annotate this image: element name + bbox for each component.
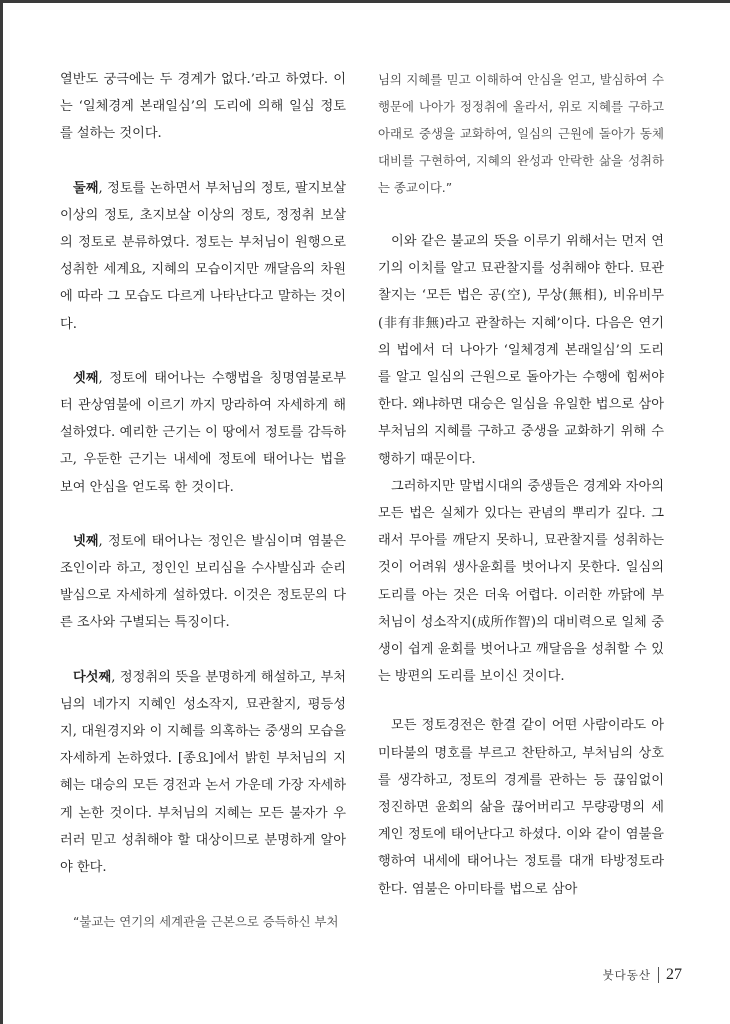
paragraph-label: 둘째 [73, 180, 99, 196]
paragraph-label: 셋째 [73, 370, 99, 386]
paragraph-label: 다섯째 [73, 669, 112, 685]
page-border-left [0, 0, 3, 1024]
paragraph: 모든 정토경전은 한결 같이 어떤 사람이라도 아미타불의 명호를 부르고 찬탄하고, 부처님의 상호를 생각하고, 정토의 경계를 관하는 등 끊임없이 정진하면 윤회의 삶을 끊어버리고 무량광명의 세계인 정토에 태어난다고 하셨다. 이와 같이 염불을 행하여 내세에 태어나는 정토를 대개 타방정토라 한다. 염불은 아미타를 법으로 삼아 [378, 718, 664, 897]
paragraph: 이와 같은 불교의 뜻을 이루기 위해서는 먼저 연기의 이치를 알고 묘관찰지를 성취해야 한다. 묘관찰지는 ‘모든 법은 공(空), 무상(無相), 비유비무(非有非無)라고 관찰하는 지혜’이다. 다음은 연기의 법에서 더 나아가 ‘일체경계 본래일심’의 도리를 알고 일심의 근원으로 돌아가는 수행에 힘써야 한다. 왜냐하면 대승은 일심을 유일한 법으로 삼아 부처님의 지혜를 구하고 중생을 교화하기 위해 수행하기 때문이다. [378, 234, 664, 467]
paragraph-label: 넷째 [73, 533, 99, 549]
paragraph-third [60, 365, 346, 501]
magazine-name: 붓다동산 [602, 968, 651, 982]
page-number: 27 [666, 966, 682, 983]
page-border-top [0, 0, 730, 3]
paragraph-fourth [60, 528, 346, 637]
paragraph: 열반도 궁극에는 두 경계가 없다.’라고 하였다. 이는 ‘일체경계 본래일심’의 도리에 의해 일심 정토를 설하는 것이다. [60, 72, 346, 142]
paragraph-fifth [60, 664, 346, 882]
footer-divider [658, 967, 659, 983]
paragraph-text: , 정토에 태어나는 수행법을 칭명염불로부터 관상염불에 이르기 까지 망라하여 자세하게 해설하였다. 예리한 근기는 이 땅에서 정토를 감득하고, 우둔한 근기는 내세에 정토에 태어나는 법을 보여 안심을 얻도록 한 것이다. [60, 370, 346, 495]
quote-block-start: “불교는 연기의 세계관을 근본으로 증득하신 부처 [73, 914, 339, 930]
quote-block-continued: 님의 지혜를 믿고 이해하여 안심을 얻고, 발심하여 수행문에 나아가 정정취에 올라서, 위로 지혜를 구하고 아래로 중생을 교화하여, 일심의 근원에 돌아가 동체대비를 구현하여, 지혜의 완성과 안락한 삶을 성취하는 종교이다.” [378, 72, 664, 195]
paragraph-text: , 정토에 태어나는 정인은 발심이며 염불은 조인이라 하고, 정인인 보리심을 수사발심과 순리발심으로 자세하게 설하였다. 이것은 정토문의 다른 조사와 구별되는 특징이다. [60, 533, 346, 631]
page-footer [603, 966, 682, 984]
right-column [378, 66, 664, 903]
paragraph: 그러하지만 말법시대의 중생들은 경계와 자아의 모든 법은 실체가 있다는 관념의 뿌리가 깊다. 그래서 무아를 깨닫지 못하니, 묘관찰지를 성취하는 것이 어려워 생사윤회를 벗어나지 못한다. 일심의 도리를 아는 것은 더욱 어렵다. 이러한 까닭에 부처님이 성소작지(成所作智)의 대비력으로 일체 중생이 쉽게 윤회를 벗어나고 깨달음을 성취할 수 있는 방편의 도리를 보이신 것이다. [378, 478, 664, 685]
paragraph-text: , 정정취의 뜻을 분명하게 해설하고, 부처님의 네가지 지혜인 성소작지, 묘관찰지, 평등성지, 대원경지와 이 지혜를 의혹하는 중생의 모습을 자세하게 논하였다. [종요]에서 밝힌 부처님의 지혜는 대승의 모든 경전과 논서 가운데 가장 자세하게 논한 것이다. 부처님의 지혜는 모든 불자가 우러러 믿고 성취해야 할 대상이므로 분명하게 알아야 한다. [60, 669, 346, 876]
paragraph-second [60, 175, 346, 338]
paragraph-text: , 정토를 논하면서 부처님의 정토, 팔지보살 이상의 정토, 초지보살 이상의 정토, 정정취 보살의 정토로 분류하였다. 정토는 부처님이 원행으로 성취한 세계요, 지혜의 모습이지만 깨달음의 차원에 따라 그 모습도 다르게 나타난다고 말하는 것이다. [60, 180, 346, 332]
left-column [60, 66, 346, 935]
